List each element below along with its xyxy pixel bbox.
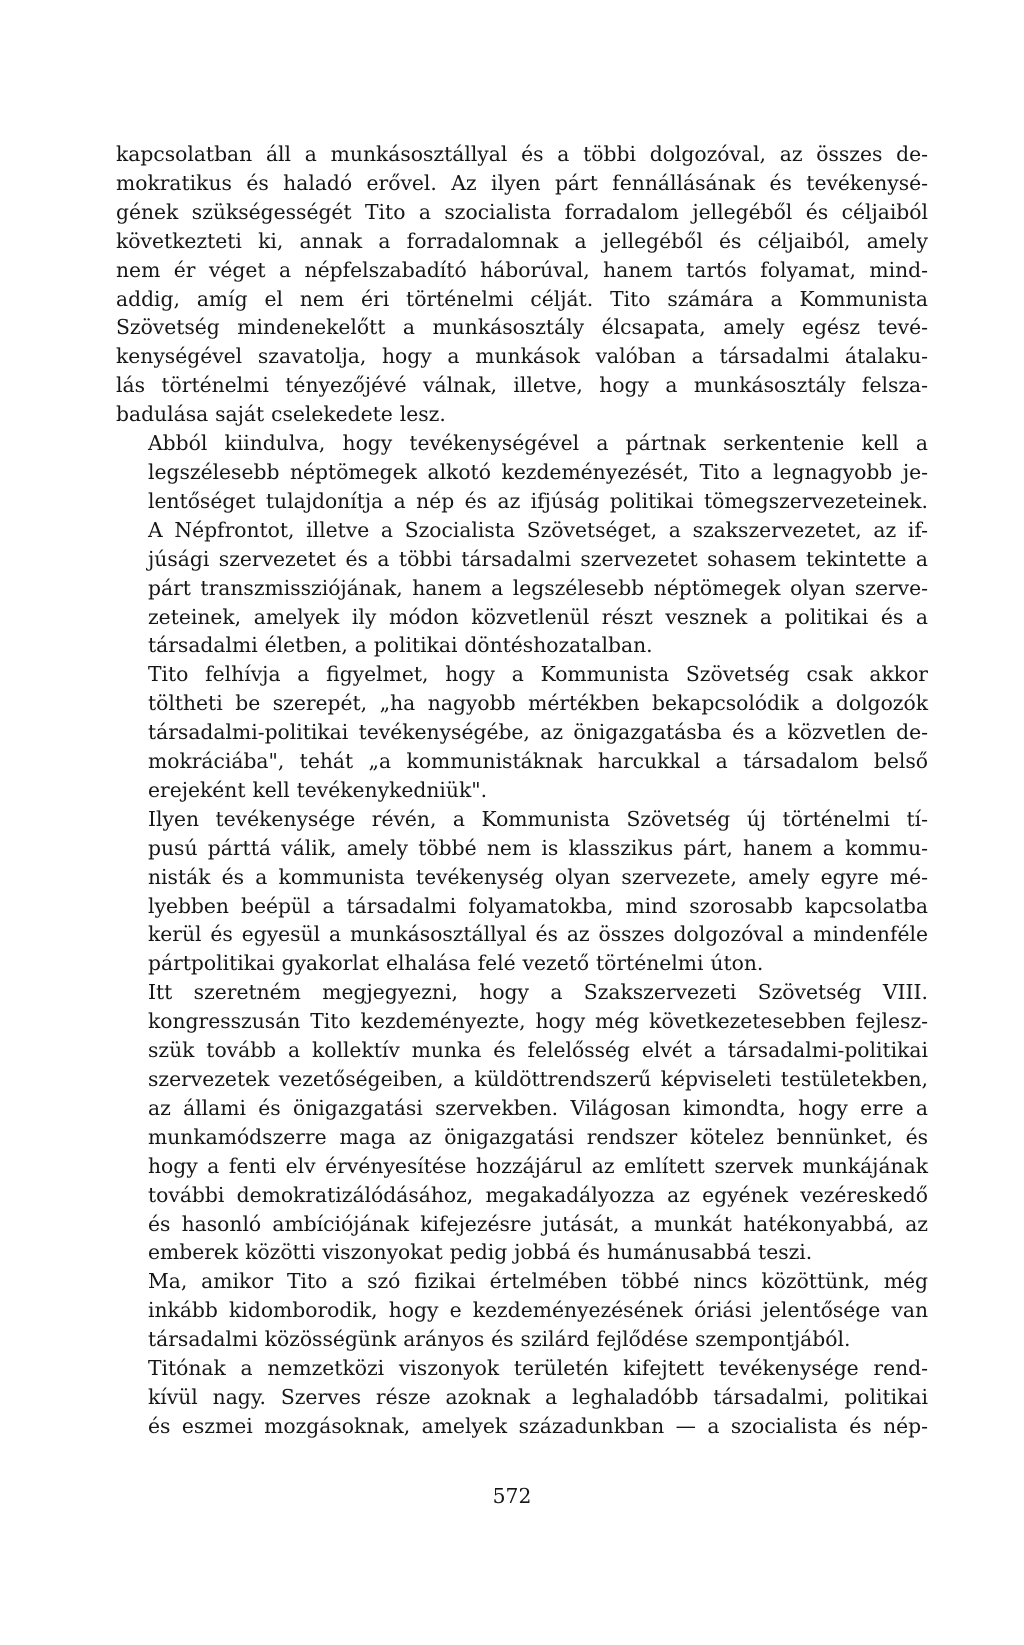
text-line: kenységével szavatolja, hogy a munkások valóban a társadalmi átalaku- bbox=[116, 344, 928, 369]
text-line: további demokratizálódásához, megakadályozza az egyének vezéreskedő bbox=[148, 1182, 928, 1207]
text-line: párt transzmissziójának, hanem a legszélesebb néptömegek olyan szerve- bbox=[148, 575, 928, 600]
text-line: júsági szervezetet és a többi társadalmi szervezetet sohasem tekintette a bbox=[148, 546, 928, 571]
text-line: emberek közötti viszonyokat pedig jobbá és humánusabbá teszi. bbox=[148, 1240, 813, 1265]
text-line: Ma, amikor Tito a szó fizikai értelmében többé nincs közöttünk, még bbox=[148, 1269, 928, 1294]
text-line: következteti ki, annak a forradalomnak a jellegéből és céljaiból, amely bbox=[116, 228, 928, 253]
text-line: Abból kiindulva, hogy tevékenységével a pártnak serkentenie kell a bbox=[148, 431, 928, 456]
text-line: töltheti be szerepét, „ha nagyobb mértékben bekapcsolódik a dolgozók bbox=[148, 691, 928, 716]
text-line: legszélesebb néptömegek alkotó kezdeményezését, Tito a legnagyobb je- bbox=[148, 459, 928, 484]
paragraph bbox=[116, 1354, 928, 1441]
text-line: lás történelmi tényezőjévé válnak, illetve, hogy a munkásosztály felsza- bbox=[116, 373, 928, 398]
paragraph bbox=[116, 978, 928, 1267]
page-number: 572 bbox=[492, 1484, 532, 1508]
paragraph bbox=[116, 1267, 928, 1354]
text-line: badulása saját cselekedete lesz. bbox=[116, 402, 446, 427]
text-line: Ilyen tevékenysége révén, a Kommunista Szövetség új történelmi tí- bbox=[148, 806, 928, 831]
text-line: kongresszusán Tito kezdeményezte, hogy még következetesebben fejlesz- bbox=[148, 1009, 928, 1034]
text-line: nisták és a kommunista tevékenység olyan szervezete, amely egyre mé- bbox=[148, 864, 928, 889]
paragraph bbox=[116, 805, 928, 978]
text-line: A Népfrontot, illetve a Szocialista Szövetséget, a szakszervezetet, az if- bbox=[148, 517, 928, 542]
text-line: addig, amíg el nem éri történelmi célját. Tito számára a Kommunista bbox=[116, 286, 928, 311]
text-line: társadalmi életben, a politikai döntéshozatalban. bbox=[148, 633, 653, 658]
text-line: szervezetek vezetőségeiben, a küldöttrendszerű képviseleti testületekben, bbox=[148, 1067, 928, 1091]
text-line: az állami és önigazgatási szervekben. Világosan kimondta, hogy erre a bbox=[148, 1095, 928, 1120]
text-line: zeteinek, amelyek ily módon közvetlenül részt vesznek a politikai és a bbox=[148, 604, 928, 629]
text-line: nem ér véget a népfelszabadító háborúval, hanem tartós folyamat, mind- bbox=[116, 257, 928, 282]
page-body bbox=[116, 140, 928, 1441]
text-line: lentőséget tulajdonítja a nép és az ifjúság politikai tömegszervezeteinek. bbox=[148, 488, 928, 513]
text-line: munkamódszerre maga az önigazgatási rendszer kötelez bennünket, és bbox=[148, 1124, 928, 1149]
text-line: szük tovább a kollektív munka és felelősség elvét a társadalmi-politikai bbox=[148, 1038, 928, 1063]
text-line: kapcsolatban áll a munkásosztállyal és a többi dolgozóval, az összes de- bbox=[116, 142, 928, 166]
text-line: Tito felhívja a figyelmet, hogy a Kommunista Szövetség csak akkor bbox=[148, 662, 928, 687]
text-line: Itt szeretném megjegyezni, hogy a Szakszervezeti Szövetség VIII. bbox=[148, 980, 928, 1005]
paragraph bbox=[116, 660, 928, 805]
paragraph bbox=[116, 140, 928, 429]
text-line: inkább kidomborodik, hogy e kezdeményezésének óriási jelentősége van bbox=[148, 1298, 928, 1323]
text-line: kerül és egyesül a munkásosztállyal és az összes dolgozóval a mindenféle bbox=[148, 922, 928, 947]
text-line: társadalmi közösségünk arányos és szilárd fejlődése szempontjából. bbox=[148, 1327, 851, 1352]
text-line: Szövetség mindenekelőtt a munkásosztály élcsapata, amely egész tevé- bbox=[116, 315, 928, 340]
text-line: erejeként kell tevékenykedniük". bbox=[148, 777, 488, 802]
text-line: lyebben beépül a társadalmi folyamatokba, mind szorosabb kapcsolatba bbox=[148, 893, 928, 918]
paragraph bbox=[116, 429, 928, 660]
text-line: mokráciába", tehát „a kommunistáknak harcukkal a társadalom belső bbox=[148, 749, 928, 774]
text-line: Titónak a nemzetközi viszonyok területén kifejtett tevékenysége rend- bbox=[148, 1356, 928, 1381]
text-line: és eszmei mozgásoknak, amelyek századunkban — a szocialista és nép- bbox=[148, 1413, 928, 1438]
text-line: hogy a fenti elv érvényesítése hozzájárul az említett szervek munkájának bbox=[148, 1153, 928, 1178]
text-line: és hasonló ambíciójának kifejezésre jutását, a munkát hatékonyabbá, az bbox=[148, 1211, 928, 1236]
text-line: társadalmi-politikai tevékenységébe, az önigazgatásba és a közvetlen de- bbox=[148, 720, 928, 745]
text-line: gének szükségességét Tito a szocialista forradalom jellegéből és céljaiból bbox=[116, 199, 928, 224]
text-line: pártpolitikai gyakorlat elhalása felé vezető történelmi úton. bbox=[148, 951, 764, 976]
text-line: pusú párttá válik, amely többé nem is klasszikus párt, hanem a kommu- bbox=[148, 835, 928, 860]
text-line: mokratikus és haladó erővel. Az ilyen párt fennállásának és tevékenysé- bbox=[116, 170, 928, 195]
text-line: kívül nagy. Szerves része azoknak a leghaladóbb társadalmi, politikai bbox=[148, 1384, 928, 1409]
